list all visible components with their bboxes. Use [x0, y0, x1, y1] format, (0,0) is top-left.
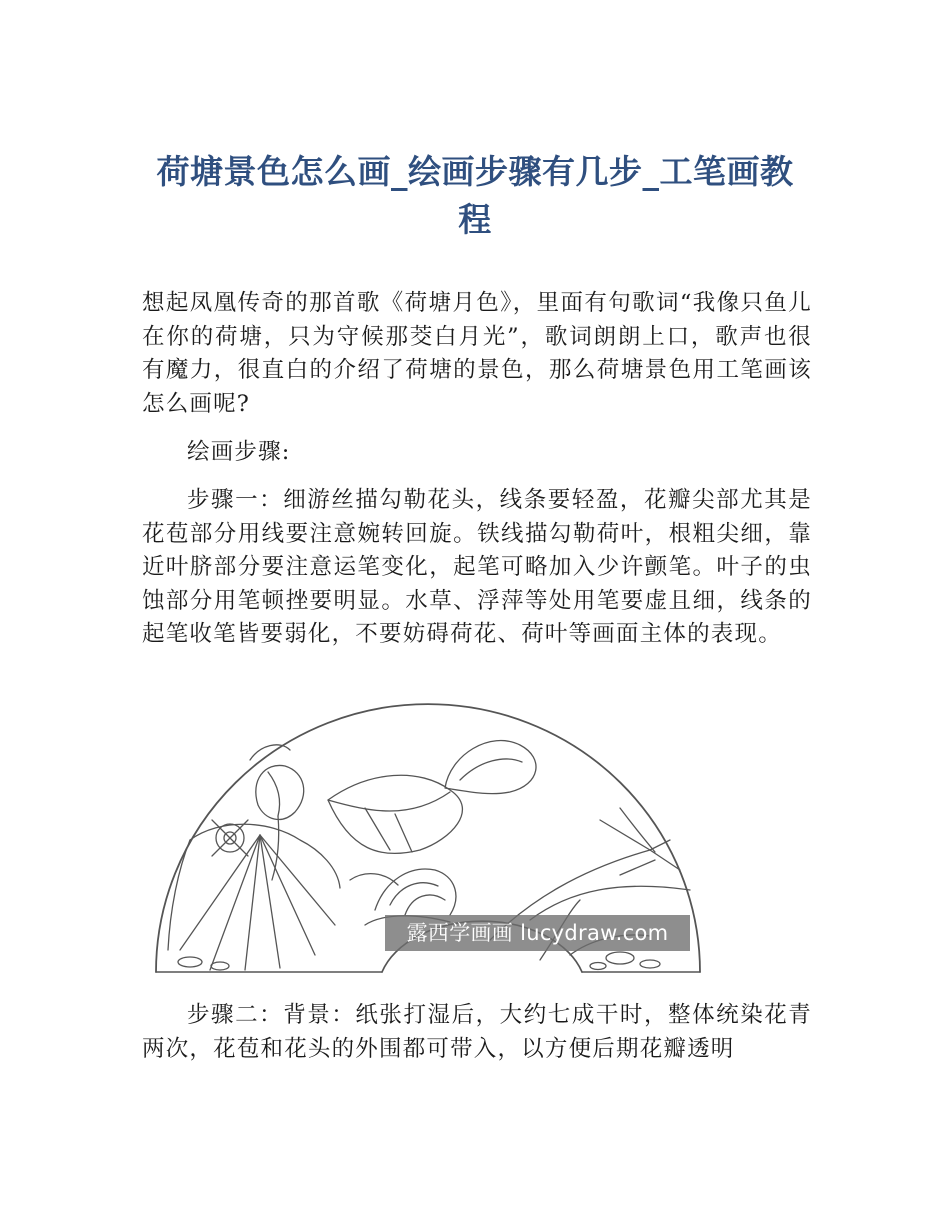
curled-leaf: [445, 741, 536, 794]
lotus-bud: [256, 765, 304, 819]
page-title: 荷塘景色怎么画_绘画步骤有几步_工笔画教程: [156, 152, 794, 239]
step2-paragraph: 步骤二：背景：纸张打湿后，大约七成干时，整体统染花青两次，花苞和花头的外围都可带入，以方便后期花瓣透明: [142, 1002, 812, 1062]
lotus-flower: [375, 869, 456, 915]
step1-paragraph: 步骤一：细游丝描勾勒花头，线条要轻盈，花瓣尖部尤其是花苞部分用线要注意婉转回旋。铁线描勾勒荷叶，根粗尖细，靠近叶脐部分要注意运笔变化，起笔可略加入少许颤笔。叶子的虫蚀部分用笔顿挫要明显。水草、浮萍等处用笔要虚且细，线条的起笔收笔皆要弱化，不要妨碍荷花、荷叶等画面主体的表现。: [142, 487, 812, 647]
watermark-banner: 露西学画画 lucydraw.com: [385, 915, 690, 951]
steps-label: 绘画步骤:: [187, 439, 291, 465]
intro-paragraph: 想起凤凰传奇的那首歌《荷塘月色》，里面有句歌词“我像只鱼儿在你的荷塘，只为守候那茭白月光”，歌词朗朗上口，歌声也很有魔力，很直白的介绍了荷塘的景色，那么荷塘景色用工笔画该怎么画呢?: [142, 290, 812, 417]
